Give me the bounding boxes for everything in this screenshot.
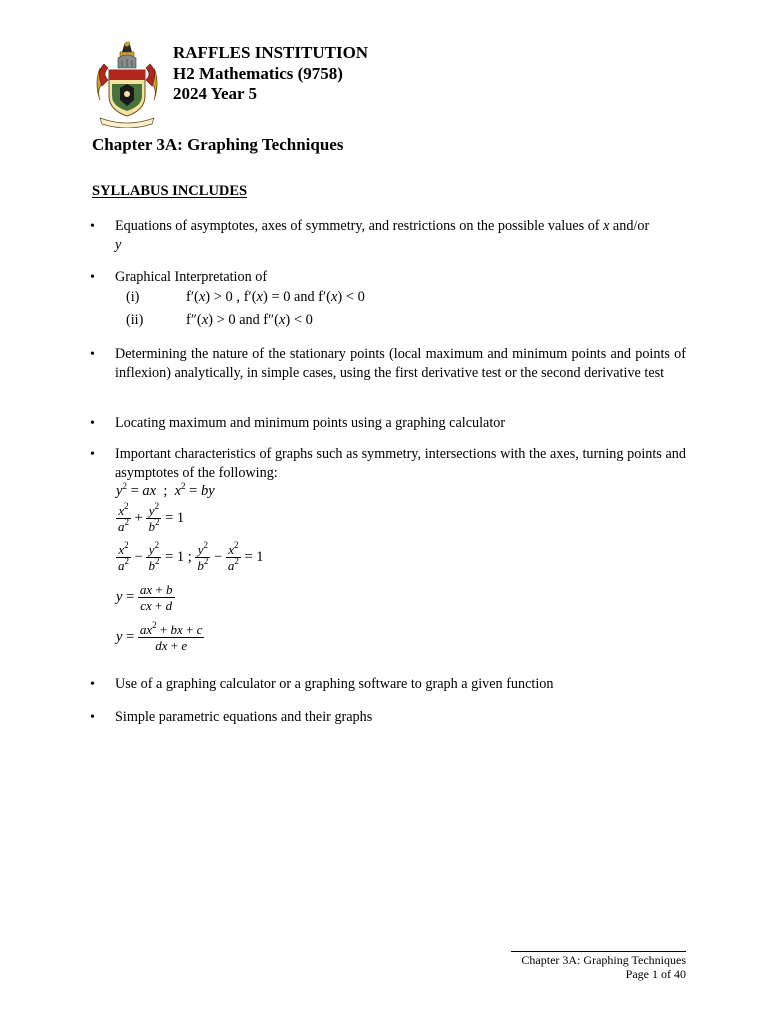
var-y: y xyxy=(115,237,122,253)
bullet-asymptotes-text: Equations of asymptotes, axes of symmetry, and restrictions on the possible values of xyxy=(115,218,604,234)
equation-rational-quadratic: y = $\frac{ax^2 + bx + c}{dx + e}$ xyxy=(116,620,203,653)
syllabus-heading: SYLLABUS INCLUDES xyxy=(92,183,248,199)
subject-title: H2 Mathematics (9758) xyxy=(173,64,343,83)
bullet-characteristics: Important characteristics of graphs such as symmetry, intersections with the axes, turning points and asymptotes of the following: xyxy=(115,446,686,481)
bullet-parametric: Simple parametric equations and their graphs xyxy=(115,709,373,725)
footer-page-number: Page 1 of 40 xyxy=(625,967,686,981)
equation-ellipse: $\frac{x^2}{a^2}$ + $\frac{y^2}{b^2}$ = 1 xyxy=(118,501,185,534)
bullet-stationary-points: Determining the nature of the stationary points (local maximum and minimum points and points of inflexion) analytically, in simple cases, using the first derivative test or the second derivative test xyxy=(115,346,686,381)
bullet-dot: • xyxy=(90,347,95,362)
school-crest xyxy=(92,38,162,128)
bullet-graphing-calculator: Locating maximum and minimum points using a graphing calculator xyxy=(115,415,506,431)
item-label-i: (i) xyxy=(126,289,140,305)
footer-chapter: Chapter 3A: Graphing Techniques xyxy=(521,953,686,967)
bullet-asymptotes xyxy=(115,217,687,255)
school-name: RAFFLES INSTITUTION xyxy=(173,43,369,62)
equation-hyperbolas: $\frac{x^2}{a^2}$ − $\frac{y^2}{b^2}$ = 1 ; $\frac{y^2}{b^2}$ − $\frac{x^2}{a^2}$ = 1 xyxy=(118,540,264,573)
bullet-asymptotes-text-end: and/or xyxy=(609,218,650,234)
bullet-dot: • xyxy=(90,219,95,234)
equation-parabolas: $y^2$ = ax ; $x^2$ = by xyxy=(116,481,215,499)
and-word: and xyxy=(235,312,264,328)
bullet-graphical-interpretation: Graphical Interpretation of xyxy=(115,269,268,285)
crest-image xyxy=(92,38,162,128)
bullet-dot: • xyxy=(90,710,95,725)
derivative-conditions-second: f″(x) > 0 and f″(x) < 0 xyxy=(186,312,313,328)
chapter-title: Chapter 3A: Graphing Techniques xyxy=(92,135,344,154)
bullet-dot: • xyxy=(90,416,95,431)
item-label-ii: (ii) xyxy=(126,312,144,328)
equation-rational-linear: y = $\frac{ax + b}{cx + d}$ xyxy=(116,582,173,613)
footer-rule xyxy=(511,951,686,952)
and-word: and xyxy=(290,289,319,305)
bullet-dot: • xyxy=(90,447,95,462)
bullet-graphing-software: Use of a graphing calculator or a graphing software to graph a given function xyxy=(115,676,554,692)
bullet-dot: • xyxy=(90,677,95,692)
derivative-conditions-first: f′(x) > 0 , f′(x) = 0 and f′(x) < 0 xyxy=(186,289,365,305)
var-x: x xyxy=(603,218,610,234)
year-label: 2024 Year 5 xyxy=(173,84,258,103)
bullet-dot: • xyxy=(90,270,95,285)
